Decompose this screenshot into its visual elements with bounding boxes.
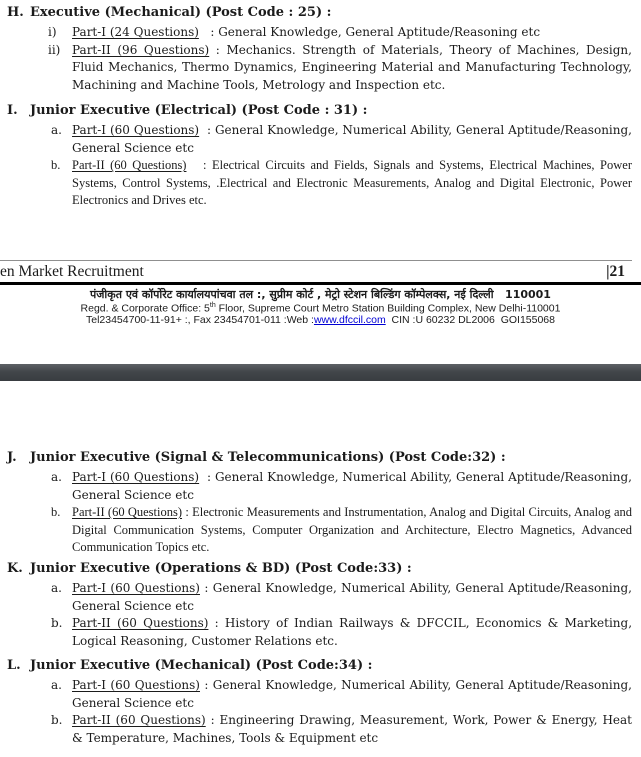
section-title: Executive (Mechanical) (Post Code : 25) : [30,5,332,20]
colon-separator: : [199,470,215,484]
footer-rule-thin [0,260,632,261]
section-heading [0,657,641,675]
item-marker: a. [51,123,62,137]
section-heading [0,449,641,467]
section-title: Junior Executive (Electrical) (Post Code : 31) : [30,103,368,118]
item-marker: ii) [48,42,61,57]
section-heading [0,4,641,22]
syllabus-item [51,712,633,747]
ordinal-superscript: th [209,302,216,309]
section-letter: J. [7,450,17,465]
footer-rule-thick [0,282,641,285]
section-letter: I. [7,103,18,118]
page-number: |21 [606,263,625,280]
item-description: General Knowledge, Numerical Ability, General Aptitude/Reasoning, General Science etc [72,581,632,613]
section-letter: L. [7,658,21,673]
section-H [0,4,641,94]
item-marker: a. [51,470,62,484]
part-label: Part-II (60 Questions) [72,616,209,630]
item-description: General Knowledge, Numerical Ability, General Aptitude/Reasoning, General Science etc [72,470,632,502]
part-label: Part-II (96 Questions) [72,42,210,57]
section-heading [0,102,641,120]
item-marker: i) [48,25,57,39]
syllabus-item [51,580,632,615]
part-label: Part-II (60 Questions) [72,158,187,172]
syllabus-item [51,157,632,210]
syllabus-item [51,122,632,157]
section-J [0,449,641,557]
item-description: Electrical Circuits and Fields, Signals and Systems, Electrical Machines, Power Systems, Control Systems, .Electrical and Electronic Measurements, Analog and Digital Electronic, Power Electronics and Drives etc. [72,158,632,207]
colon-separator: : [182,505,193,519]
colon-separator: : [186,158,212,172]
section-heading [0,560,641,578]
item-description: General Knowledge, Numerical Ability, General Aptitude/Reasoning, General Science etc [72,678,632,710]
part-label: Part-I (60 Questions) [72,470,200,484]
colon-separator: : [200,581,213,595]
item-description: Electronic Measurements and Instrumentation, Analog and Digital Circuits, Analog and Digital Communication Systems, Computer Organization and Architecture, Electro Magnetics, Advanced Communication Topics etc. [72,505,632,554]
page-separator-band [0,364,641,381]
part-label: Part-I (60 Questions) [72,581,200,595]
item-marker: b. [51,616,63,630]
item-marker: a. [51,678,62,692]
item-marker: b. [51,158,61,172]
part-label: Part-II (60 Questions) [72,713,206,727]
item-description: Mechanics. Strength of Materials, Theory of Machines, Design, Fluid Mechanics, Thermo Dynamics, Engineering Material and Manufacturing Technology, Machining and Machine Tools, Metrology and Inspection etc. [72,42,632,92]
colon-separator: : [200,678,213,692]
contact-prefix: Tel23454700-11-91+ :, Fax 23454701-011 :Web : [85,314,314,326]
item-description: Engineering Drawing, Measurement, Work, Power & Energy, Heat & Temperature, Machines, Tools & Equipment etc [72,713,633,745]
colon-separator: : [205,713,220,727]
section-title: Junior Executive (Operations & BD) (Post Code:33) : [30,561,412,576]
section-letter: K. [7,561,23,576]
colon-separator: : [209,42,227,57]
part-label: Part-I (24 Questions) [72,25,199,39]
syllabus-item [51,504,632,557]
colon-separator: : [208,616,225,630]
running-header-text: en Market Recruitment [0,263,144,280]
address-english [0,302,641,315]
part-label: Part-I (60 Questions) [72,678,200,692]
address-hindi: पंजीकृत एवं कॉर्पोरेट कार्यालयपांचवा तल :, सुप्रीम कोर्ट , मेट्रो स्टेशन बिल्डिंग कॉम्पेलक्स, नई दिल्ली 110001 [90,288,551,301]
syllabus-item [51,677,632,712]
section-K [0,560,641,650]
syllabus-item [51,615,633,650]
section-letter: H. [7,5,24,20]
item-marker: a. [51,581,62,595]
item-marker: b. [51,505,61,519]
address-english-rest: Floor, Supreme Court Metro Station Building Complex, New Delhi-110001 [215,302,561,315]
section-title: Junior Executive (Signal & Telecommunications) (Post Code:32) : [30,450,506,465]
part-label: Part-II (60 Questions) [72,505,183,519]
item-description: History of Indian Railways & DFCCIL, Economics & Marketing, Logical Reasoning, Customer Relations etc. [72,616,633,648]
colon-separator: : [199,123,215,137]
item-marker: b. [51,713,63,727]
part-label: Part-I (60 Questions) [72,123,200,137]
syllabus-item [48,42,632,95]
item-description: General Knowledge, General Aptitude/Reasoning etc [218,25,541,39]
colon-separator: : [198,25,219,39]
address-english-prefix: Regd. & Corporate Office: 5 [80,302,210,315]
contact-line [0,314,641,326]
section-title: Junior Executive (Mechanical) (Post Code:34) : [30,658,373,673]
syllabus-item [51,469,632,504]
running-header [0,263,632,282]
syllabus-item [48,24,632,42]
section-I [0,102,641,210]
website-link[interactable]: www.dfccil.com [313,314,386,326]
section-L [0,657,641,747]
cin-text: CIN :U 60232 DL2006 GOI155068 [385,314,555,326]
item-description: General Knowledge, Numerical Ability, General Aptitude/Reasoning, General Science etc [72,123,632,155]
